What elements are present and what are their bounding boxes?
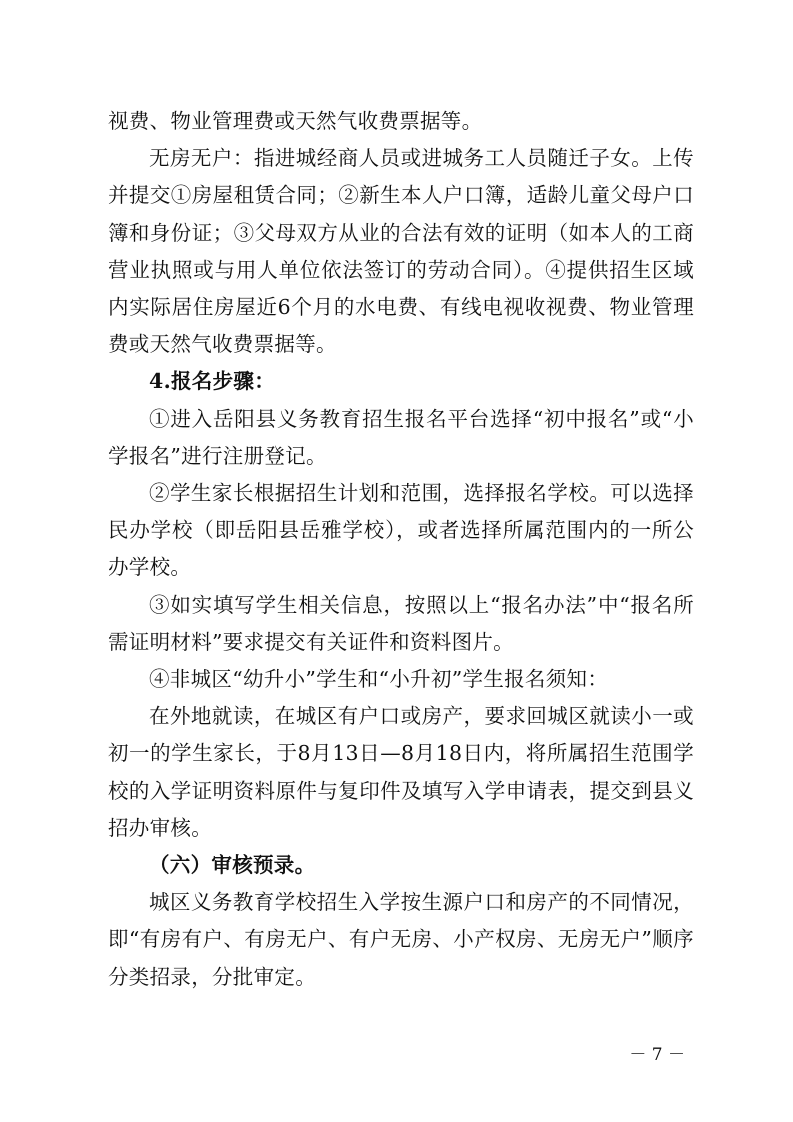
heading-review-preadmission: （六）审核预录。	[149, 853, 316, 878]
heading-registration-steps: 4.报名步骤：	[149, 369, 276, 394]
paragraph-non-urban-notice: 在外地就读，在城区有户口或房产，要求回城区就读小一或初一的学生家长，于8月13日—8月18日内，将所属招生范围学校的入学证明资料原件与复印件及填写入学申请表，提交到县义招办审核。	[108, 704, 694, 840]
paragraph-fee-receipts: 视费、物业管理费或天然气收费票据等。	[108, 109, 483, 133]
step-2-paragraph: ②学生家长根据招生计划和范围，选择报名学校。可以选择民办学校（即岳阳县岳雅学校），或者选择所属范围内的一所公办学校。	[108, 481, 694, 580]
paragraph-no-house-no-hukou: 无房无户：指进城经商人员或进城务工人员随迁子女。上传并提交①房屋租赁合同；②新生本人户口簿，适龄儿童父母户口簿和身份证；③父母双方从业的合法有效的证明（如本人的工商营业执照或与用人单位依法签订的劳动合同）。④提供招生区域内实际居住房屋近6个月的水电费、有线电视收视费、物业管理费或天然气收费票据等。	[108, 146, 694, 357]
step-3-paragraph: ③如实填写学生相关信息，按照以上“报名办法”中“报名所需证明材料”要求提交有关证件和资料图片。	[108, 592, 694, 654]
page-number: － 7 －	[629, 1045, 685, 1065]
document-body	[108, 103, 694, 996]
step-4-paragraph: ④非城区“幼升小”学生和“小升初”学生报名须知：	[149, 667, 609, 692]
paragraph-admission-order: 城区义务教育学校招生入学按生源户口和房产的不同情况，即“有房有户、有房无户、有户无房、小产权房、无房无户”顺序分类招录，分批审定。	[108, 890, 694, 989]
step-1-paragraph: ①进入岳阳县义务教育招生报名平台选择“初中报名”或“小学报名”进行注册登记。	[108, 406, 694, 468]
